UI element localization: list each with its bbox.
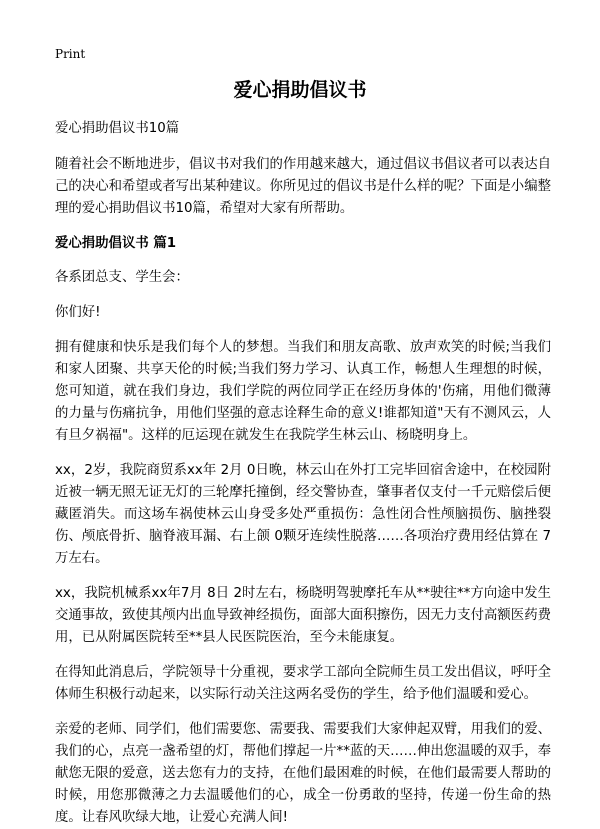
section-heading: 爱心捐助倡议书 篇1	[55, 236, 177, 251]
document-body	[55, 118, 551, 829]
greeting: 你们好!	[55, 305, 101, 320]
body-paragraph: 在得知此消息后，学院领导十分重视，要求学工部向全院师生员工发出倡议，呼吁全体师生积极行动起来，以实际行动关注这两名受伤的学生，给予他们温暖和爱心。	[55, 665, 551, 702]
document-subtitle: 爱心捐助倡议书10篇	[55, 121, 180, 136]
page-title: 爱心捐助倡议书	[233, 79, 367, 101]
salutation-recipients: 各系团总支、学生会：	[55, 270, 189, 285]
body-paragraph: 拥有健康和快乐是我们每个人的梦想。当我们和朋友高歌、放声欢笑的时候;当我们和家人团聚、共享天伦的时候;当我们努力学习、认真工作，畅想人生理想的时候，您可知道，就在我们身边，我们学院的两位同学正在经历身体的'伤痛，用他们微薄的力量与伤痛抗争，用他们坚强的意志诠释生命的意义!谁都知道"天有不测风云，人有旦夕祸福"。这样的厄运现在就发生在我院学生林云山、杨晓明身上。	[55, 340, 551, 443]
body-paragraph: xx，我院机械系xx年7月 8日 2时左右，杨晓明驾驶摩托车从**驶往**方向途中发生交通事故，致使其颅内出血导致神经损伤，面部大面积擦伤，因无力支付高额医药费用，已从附属医院转至**县人民医院医治，至今未能康复。	[55, 586, 551, 645]
intro-paragraph: 随着社会不断地进步，倡议书对我们的作用越来越大，通过倡议书倡议者可以表达自己的决心和希望或者写出某种建议。你所见过的倡议书是什么样的呢？下面是小编整理的爱心捐助倡议书10篇，希望对大家有所帮助。	[55, 157, 551, 216]
body-paragraph: 亲爱的老师、同学们，他们需要您、需要我、需要我们大家伸起双臂，用我们的爱、我们的心，点亮一盏希望的灯，帮他们撑起一片**蓝的天……伸出您温暖的双手，奉献您无限的爱意，送去您有力的支持，在他们最困难的时候，在他们最需要人帮助的时候，用您那微薄之力去温暖他们的心，成全一份勇敢的坚持，传递一份生命的热度。让春风吹绿大地，让爱心充满人间!	[55, 722, 551, 825]
body-paragraph: xx，2岁，我院商贸系xx年 2月 0日晚，林云山在外打工完毕回宿舍途中，在校园附近被一辆无照无证无灯的三轮摩托撞倒，经交警协查，肇事者仅支付一千元赔偿后便藏匿消失。而这场车祸使林云山身受多处严重损伤：急性闭合性颅脑损伤、脑挫裂伤、颅底骨折、脑脊液耳漏、右上颌 0颗牙连续性脱落……各项治疗费用经估算在 7万左右。	[55, 463, 551, 566]
print-link[interactable]: Print	[55, 47, 86, 61]
